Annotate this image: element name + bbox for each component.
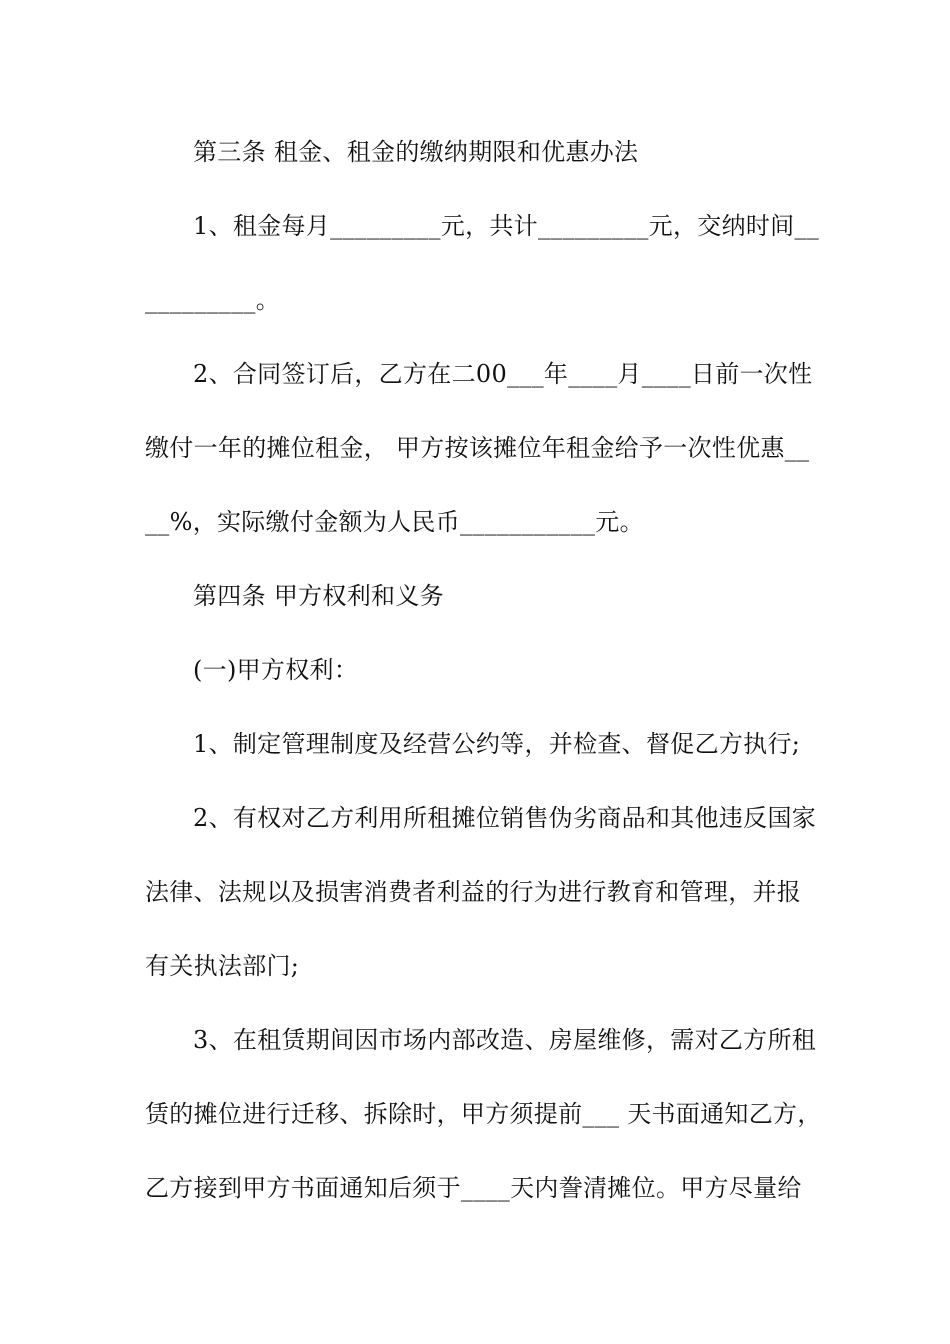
article-4-heading: 第四条 甲方权利和义务 — [193, 582, 444, 610]
rent-clause-2: 2、合同签订后，乙方在二00___年____月____日前一次性 — [193, 360, 813, 388]
rent-clause-2-line-3: __%，实际缴付金额为人民币___________元。 — [145, 508, 644, 536]
rights-clause-3: 3、在租赁期间因市场内部改造、房屋维修，需对乙方所租 — [193, 1026, 817, 1054]
party-a-rights-heading: (一)甲方权利： — [193, 656, 359, 684]
rights-clause-3-line-2: 赁的摊位进行迁移、拆除时，甲方须提前___ 天书面通知乙方， — [145, 1100, 822, 1128]
rights-clause-2: 2、有权对乙方利用所租摊位销售伪劣商品和其他违反国家 — [193, 804, 817, 832]
rights-clause-2-line-3: 有关执法部门; — [145, 952, 300, 980]
rent-clause-1: 1、租金每月_________元，共计_________元，交纳时间__ — [193, 212, 820, 240]
rights-clause-2-line-2: 法律、法规以及损害消费者利益的行为进行教育和管理，并报 — [145, 878, 802, 906]
rights-clause-1: 1、制定管理制度及经营公约等，并检查、督促乙方执行; — [193, 730, 801, 758]
article-3-heading: 第三条 租金、租金的缴纳期限和优惠办法 — [193, 138, 639, 166]
rent-clause-1-continued: _________。 — [145, 286, 280, 314]
rights-clause-3-line-3: 乙方接到甲方书面通知后须于____天内誊清摊位。甲方尽量给 — [145, 1174, 802, 1202]
rent-clause-2-line-2: 缴付一年的摊位租金， 甲方按该摊位年租金给予一次性优惠__ — [145, 434, 810, 462]
